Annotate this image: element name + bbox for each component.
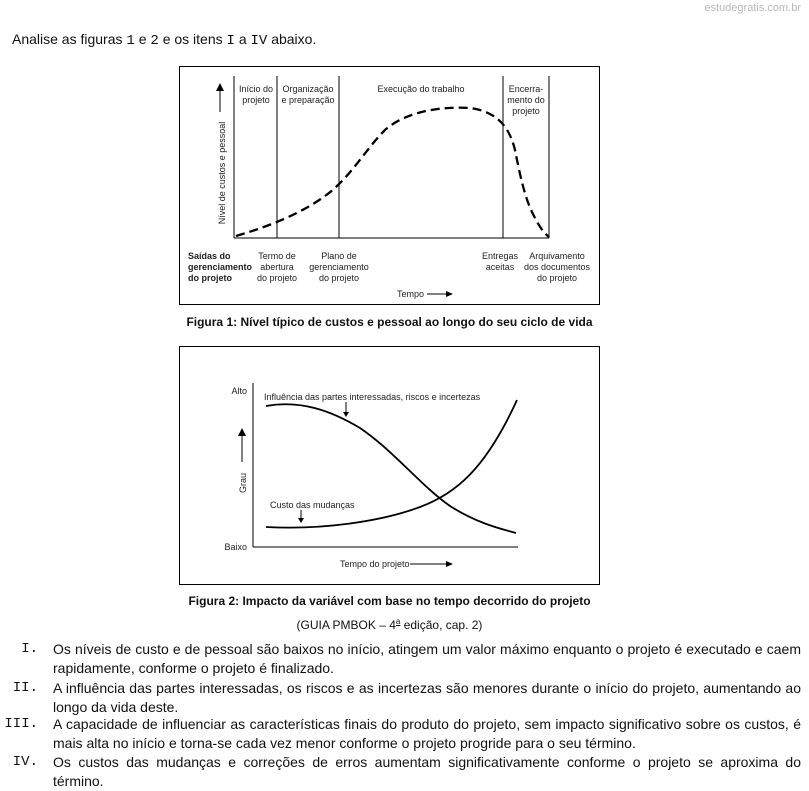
cost-staffing-curve xyxy=(236,108,549,237)
intro-mid: e os itens xyxy=(162,31,223,47)
item-number: II. xyxy=(12,680,38,696)
outputs-label-1: Saídas do xyxy=(188,251,231,261)
item-text: A influência das partes interessadas, os riscos e as incertezas são menores durante o início do projeto, aumentando ao longo da vida deste. xyxy=(53,680,801,715)
item-ref-last: IV xyxy=(250,33,268,49)
output-archive-1: Arquivamento xyxy=(529,251,585,261)
item-text: A capacidade de influenciar as características finais do produto do projeto, sem impacto significativo sobre os custos, é mais alta no início e torna-se cada vez menor conforme o projeto progride para o seu término. xyxy=(53,716,801,751)
figure2-y-arrowhead xyxy=(238,428,246,436)
item-ref-first: I xyxy=(226,33,235,49)
phase-label-close-1: Encerra- xyxy=(508,84,544,94)
item-number: III. xyxy=(4,716,38,732)
item-number: IV. xyxy=(12,754,38,770)
source-title: (GUIA PMBOK xyxy=(296,618,376,632)
source-rest: edição, cap. 2) xyxy=(400,618,483,632)
phase-label-org-2: e preparação xyxy=(281,95,335,105)
curve1-label: Influência das partes interessadas, riscos e incertezas xyxy=(264,392,481,402)
phase-label-start-1: Início do xyxy=(238,84,274,94)
figure1-x-label: Tempo xyxy=(397,289,425,299)
item-number: I. xyxy=(21,641,38,657)
output-deliverables-2: aceitas xyxy=(485,262,515,272)
phase-label-close-2: mento do xyxy=(507,95,545,105)
item-text: Os custos das mudanças e correções de erros aumentam significativamente conforme o projeto se aproxima do término. xyxy=(53,754,801,789)
intro-and: e xyxy=(138,31,147,47)
intro-a: a xyxy=(238,31,247,47)
outputs-label-3: do projeto xyxy=(188,273,232,283)
stakeholder-influence-curve xyxy=(266,404,516,533)
phase-label-org-1: Organização xyxy=(282,84,334,94)
curve1-pointer-head xyxy=(343,412,349,417)
phase-label-close-3: projeto xyxy=(512,106,540,116)
figure1-y-arrowhead xyxy=(216,83,224,91)
figure2-y-low: Baixo xyxy=(224,542,247,552)
figure2-y-label: Grau xyxy=(238,472,248,494)
figure-ref-2: 2 xyxy=(150,33,159,49)
source-dash: – 4 xyxy=(375,618,396,632)
intro-post: abaixo. xyxy=(271,31,317,47)
figure2-x-arrowhead xyxy=(446,561,453,567)
output-plan-2: gerenciamento xyxy=(309,262,369,272)
figure2-y-high: Alto xyxy=(231,386,247,396)
figure1-x-arrowhead xyxy=(446,291,453,297)
outputs-label-2: gerenciamento xyxy=(188,262,253,272)
output-plan-1: Plano de xyxy=(321,251,357,261)
output-charter-1: Termo de xyxy=(258,251,296,261)
figure2-x-label: Tempo do projeto xyxy=(340,559,410,569)
item-text: Os níveis de custo e de pessoal são baixos no início, atingem um valor máximo enquanto o projeto é executado e caem rapidamente, conforme o projeto é finalizado. xyxy=(53,641,801,676)
source-superscript: a xyxy=(395,617,401,626)
watermark: estudegratis.com.br xyxy=(704,2,801,14)
output-archive-2: dos documentos xyxy=(523,262,591,272)
phase-label-execution: Execução do trabalho xyxy=(377,84,465,94)
output-plan-3: do projeto xyxy=(318,273,360,283)
output-charter-3: do projeto xyxy=(256,273,298,283)
figure2-caption: Figura 2: Impacto da variável com base no tempo decorrido do projeto xyxy=(188,594,591,608)
source-citation xyxy=(0,617,779,632)
figure-ref-1: 1 xyxy=(126,33,135,49)
output-deliverables-1: Entregas xyxy=(481,251,519,261)
phase-label-start-2: projeto xyxy=(242,95,270,105)
figure1-y-label: Nível de custos e pessoal xyxy=(217,121,227,225)
curve2-label: Custo das mudanças xyxy=(270,500,355,510)
curve2-pointer-head xyxy=(298,518,304,523)
figure1-caption: Figura 1: Nível típico de custos e pessoal ao longo do seu ciclo de vida xyxy=(186,315,593,329)
output-archive-3: do projeto xyxy=(536,273,578,283)
intro-pre: Analise as figuras xyxy=(12,31,123,47)
output-charter-2: abertura xyxy=(260,262,294,272)
